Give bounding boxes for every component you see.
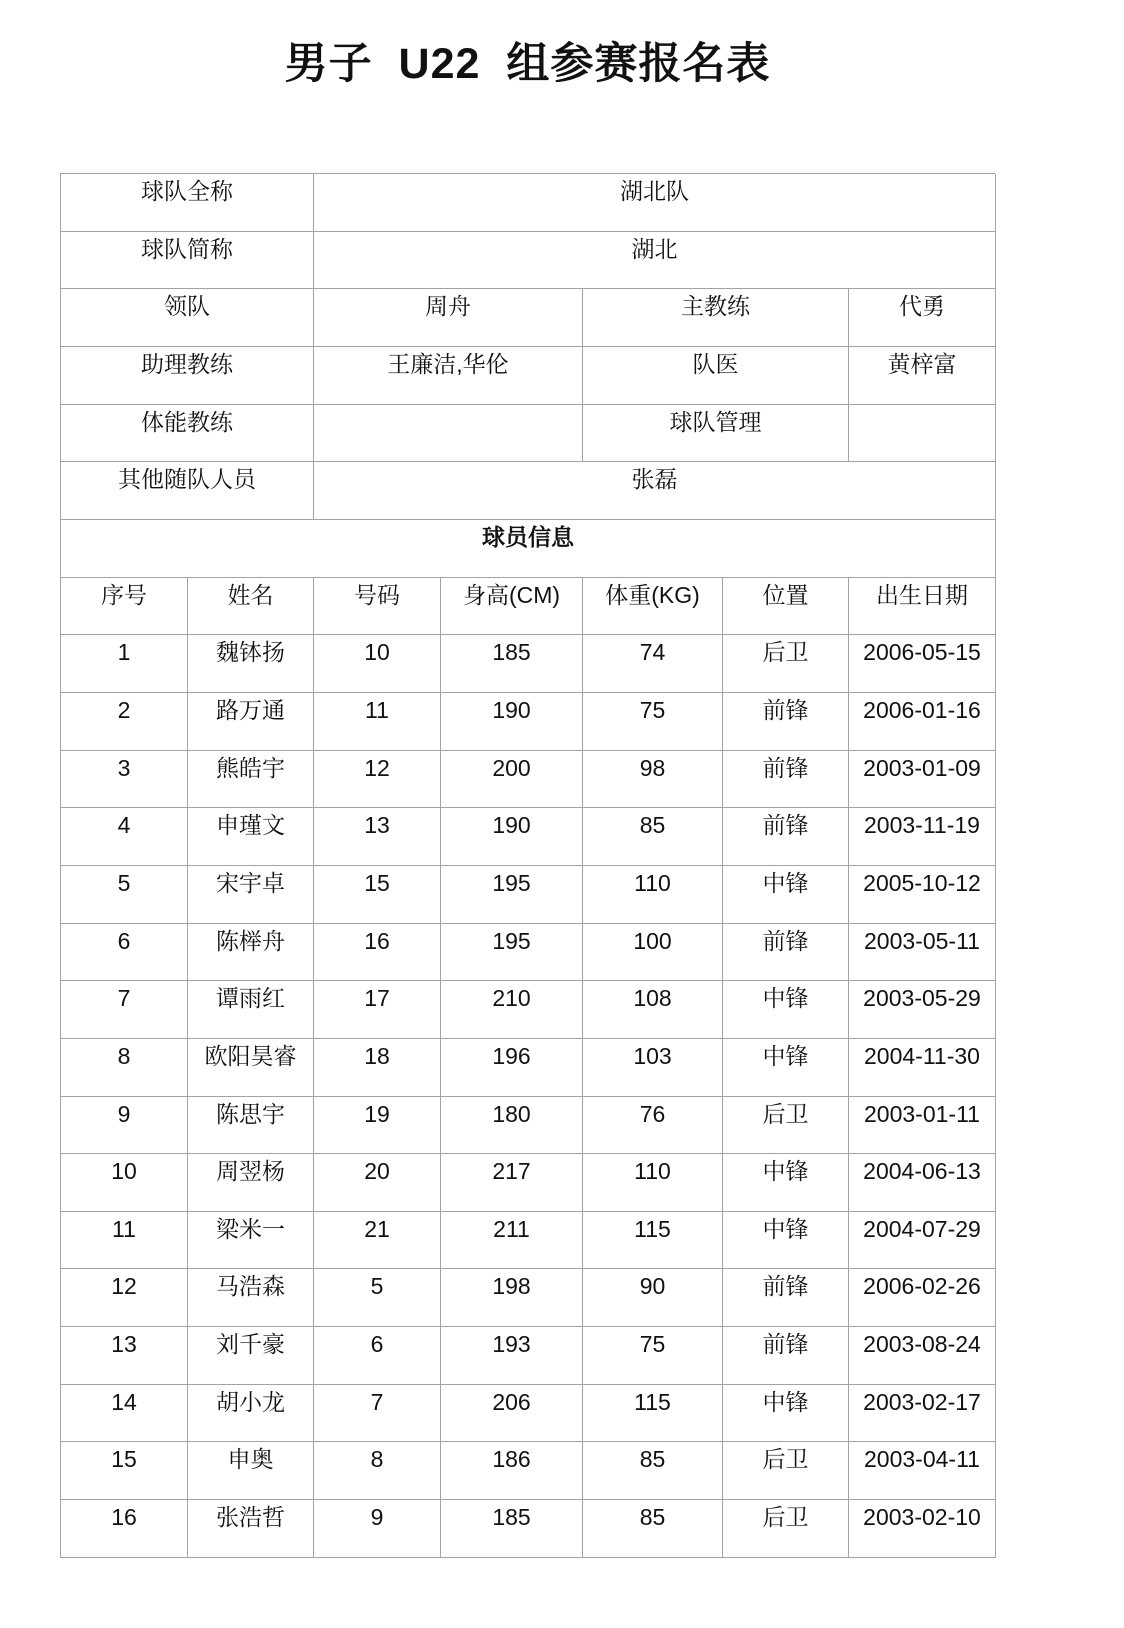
player-name-cell: 陈榉舟 (188, 924, 314, 982)
player-birth-cell: 2006-01-16 (849, 693, 996, 751)
player-number-cell: 8 (314, 1442, 441, 1500)
player-weight-cell: 108 (583, 981, 723, 1039)
player-name-cell: 魏钵扬 (188, 635, 314, 693)
player-height-cell: 185 (441, 1500, 583, 1558)
player-birth-cell: 2003-01-09 (849, 751, 996, 809)
player-height-cell: 190 (441, 693, 583, 751)
player-no-cell: 16 (61, 1500, 188, 1558)
player-no-cell: 8 (61, 1039, 188, 1097)
player-position-cell: 前锋 (723, 924, 849, 982)
player-weight-cell: 90 (583, 1269, 723, 1327)
team-leader-value: 周舟 (314, 289, 583, 347)
player-position-cell: 中锋 (723, 866, 849, 924)
player-weight-cell: 76 (583, 1097, 723, 1155)
player-name-cell: 张浩哲 (188, 1500, 314, 1558)
player-position-cell: 中锋 (723, 1154, 849, 1212)
player-birth-cell: 2006-02-26 (849, 1269, 996, 1327)
player-birth-cell: 2003-05-29 (849, 981, 996, 1039)
player-name-cell: 陈思宇 (188, 1097, 314, 1155)
player-height-cell: 196 (441, 1039, 583, 1097)
player-birth-cell: 2006-05-15 (849, 635, 996, 693)
player-no-cell: 9 (61, 1097, 188, 1155)
player-name-cell: 马浩森 (188, 1269, 314, 1327)
player-name-cell: 刘千豪 (188, 1327, 314, 1385)
player-name-cell: 申奥 (188, 1442, 314, 1500)
player-birth-cell: 2004-07-29 (849, 1212, 996, 1270)
player-name-cell: 谭雨红 (188, 981, 314, 1039)
player-weight-cell: 98 (583, 751, 723, 809)
player-height-cell: 193 (441, 1327, 583, 1385)
header-height: 身高(CM) (441, 578, 583, 636)
player-no-cell: 12 (61, 1269, 188, 1327)
player-height-cell: 200 (441, 751, 583, 809)
player-no-cell: 6 (61, 924, 188, 982)
player-section-title: 球员信息 (61, 520, 996, 578)
player-name-cell: 申瑾文 (188, 808, 314, 866)
player-position-cell: 中锋 (723, 1212, 849, 1270)
team-doctor-value: 黄梓富 (849, 347, 996, 405)
header-no: 序号 (61, 578, 188, 636)
player-weight-cell: 115 (583, 1212, 723, 1270)
player-no-cell: 4 (61, 808, 188, 866)
player-no-cell: 3 (61, 751, 188, 809)
player-number-cell: 13 (314, 808, 441, 866)
player-no-cell: 7 (61, 981, 188, 1039)
player-weight-cell: 103 (583, 1039, 723, 1097)
assistant-coach-label: 助理教练 (61, 347, 314, 405)
player-no-cell: 15 (61, 1442, 188, 1500)
player-no-cell: 5 (61, 866, 188, 924)
player-weight-cell: 75 (583, 693, 723, 751)
player-height-cell: 186 (441, 1442, 583, 1500)
player-height-cell: 198 (441, 1269, 583, 1327)
player-no-cell: 14 (61, 1385, 188, 1443)
player-position-cell: 后卫 (723, 1500, 849, 1558)
player-height-cell: 195 (441, 866, 583, 924)
header-position: 位置 (723, 578, 849, 636)
team-short-name-value: 湖北 (314, 232, 996, 290)
player-weight-cell: 85 (583, 1442, 723, 1500)
player-weight-cell: 110 (583, 1154, 723, 1212)
other-staff-value: 张磊 (314, 462, 996, 520)
player-number-cell: 7 (314, 1385, 441, 1443)
player-birth-cell: 2003-05-11 (849, 924, 996, 982)
header-birth: 出生日期 (849, 578, 996, 636)
player-birth-cell: 2005-10-12 (849, 866, 996, 924)
player-name-cell: 胡小龙 (188, 1385, 314, 1443)
player-number-cell: 17 (314, 981, 441, 1039)
player-no-cell: 10 (61, 1154, 188, 1212)
player-height-cell: 185 (441, 635, 583, 693)
player-weight-cell: 115 (583, 1385, 723, 1443)
player-name-cell: 周翌杨 (188, 1154, 314, 1212)
player-height-cell: 180 (441, 1097, 583, 1155)
team-short-name-label: 球队简称 (61, 232, 314, 290)
player-name-cell: 欧阳昊睿 (188, 1039, 314, 1097)
player-number-cell: 19 (314, 1097, 441, 1155)
page-title: 男子 U22 组参赛报名表 (284, 40, 771, 88)
player-position-cell: 前锋 (723, 693, 849, 751)
player-number-cell: 10 (314, 635, 441, 693)
fitness-coach-value (314, 405, 583, 463)
player-number-cell: 12 (314, 751, 441, 809)
assistant-coach-value: 王廉洁,华伦 (314, 347, 583, 405)
team-manager-label: 球队管理 (583, 405, 849, 463)
player-weight-cell: 74 (583, 635, 723, 693)
player-number-cell: 16 (314, 924, 441, 982)
player-name-cell: 熊皓宇 (188, 751, 314, 809)
player-birth-cell: 2003-11-19 (849, 808, 996, 866)
registration-table (60, 173, 995, 1558)
player-number-cell: 9 (314, 1500, 441, 1558)
player-name-cell: 宋宇卓 (188, 866, 314, 924)
player-position-cell: 前锋 (723, 1269, 849, 1327)
player-position-cell: 前锋 (723, 1327, 849, 1385)
player-weight-cell: 85 (583, 808, 723, 866)
player-birth-cell: 2003-04-11 (849, 1442, 996, 1500)
player-no-cell: 2 (61, 693, 188, 751)
player-birth-cell: 2004-06-13 (849, 1154, 996, 1212)
player-birth-cell: 2003-02-17 (849, 1385, 996, 1443)
player-height-cell: 195 (441, 924, 583, 982)
player-position-cell: 中锋 (723, 1385, 849, 1443)
player-number-cell: 15 (314, 866, 441, 924)
player-number-cell: 11 (314, 693, 441, 751)
other-staff-label: 其他随队人员 (61, 462, 314, 520)
player-birth-cell: 2003-08-24 (849, 1327, 996, 1385)
player-birth-cell: 2003-01-11 (849, 1097, 996, 1155)
player-height-cell: 211 (441, 1212, 583, 1270)
player-height-cell: 217 (441, 1154, 583, 1212)
player-number-cell: 5 (314, 1269, 441, 1327)
player-height-cell: 206 (441, 1385, 583, 1443)
player-name-cell: 路万通 (188, 693, 314, 751)
player-no-cell: 11 (61, 1212, 188, 1270)
player-height-cell: 190 (441, 808, 583, 866)
team-full-name-value: 湖北队 (314, 174, 996, 232)
team-manager-value (849, 405, 996, 463)
player-position-cell: 中锋 (723, 981, 849, 1039)
player-weight-cell: 75 (583, 1327, 723, 1385)
team-full-name-label: 球队全称 (61, 174, 314, 232)
team-doctor-label: 队医 (583, 347, 849, 405)
player-weight-cell: 110 (583, 866, 723, 924)
team-leader-label: 领队 (61, 289, 314, 347)
player-name-cell: 梁米一 (188, 1212, 314, 1270)
player-number-cell: 6 (314, 1327, 441, 1385)
player-position-cell: 前锋 (723, 808, 849, 866)
head-coach-label: 主教练 (583, 289, 849, 347)
header-name: 姓名 (188, 578, 314, 636)
player-position-cell: 后卫 (723, 635, 849, 693)
header-number: 号码 (314, 578, 441, 636)
player-no-cell: 1 (61, 635, 188, 693)
player-position-cell: 后卫 (723, 1442, 849, 1500)
player-weight-cell: 100 (583, 924, 723, 982)
player-no-cell: 13 (61, 1327, 188, 1385)
player-birth-cell: 2004-11-30 (849, 1039, 996, 1097)
fitness-coach-label: 体能教练 (61, 405, 314, 463)
player-height-cell: 210 (441, 981, 583, 1039)
player-position-cell: 中锋 (723, 1039, 849, 1097)
player-position-cell: 后卫 (723, 1097, 849, 1155)
player-birth-cell: 2003-02-10 (849, 1500, 996, 1558)
player-number-cell: 18 (314, 1039, 441, 1097)
player-position-cell: 前锋 (723, 751, 849, 809)
player-number-cell: 21 (314, 1212, 441, 1270)
header-weight: 体重(KG) (583, 578, 723, 636)
player-weight-cell: 85 (583, 1500, 723, 1558)
player-number-cell: 20 (314, 1154, 441, 1212)
head-coach-value: 代勇 (849, 289, 996, 347)
